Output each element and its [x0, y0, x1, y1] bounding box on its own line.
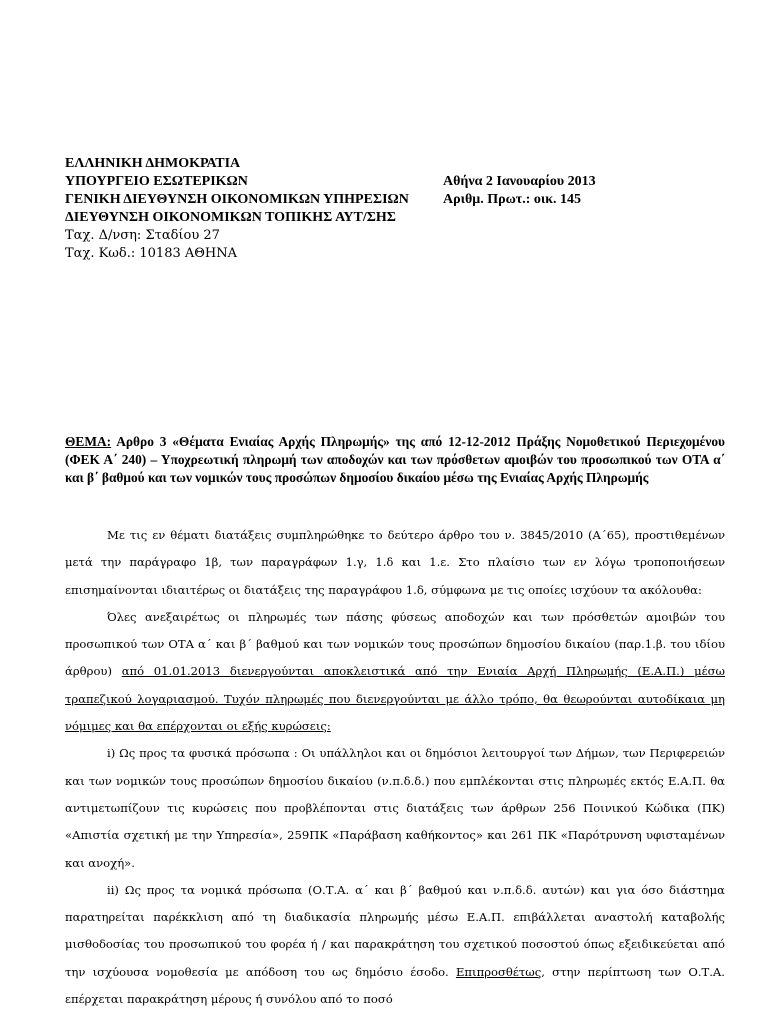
subject-text: Αρθρο 3 «Θέματα Ενιαίας Αρχής Πληρωμής» της από 12-12-2012 Πράξης Νομοθετικού Περιεχομένου (ΦΕΚ Α΄ 240) – Υποχρεωτική πληρωμή των αποδοχών και των πρόσθετων αμοιβών του προσωπικού των ΟΤΑ α΄ και β΄ βαθμού και των νομικών τους προσώπων δημοσίου δικαίου μέσω της Ενιαίας Αρχής Πληρωμής — [65, 434, 725, 485]
document-body — [65, 522, 725, 1013]
postal-address: Ταχ. Δ/νση: Σταδίου 27 — [65, 228, 220, 243]
letterhead — [65, 155, 725, 263]
postal-code: Ταχ. Κωδ.: 10183 ΑΘΗΝΑ — [65, 246, 238, 261]
paragraph-2-text: Όλες ανεξαιρέτως οι πληρωμές των πάσης φύσεως αποδοχών και των πρόσθετών αμοιβών του προσωπικού των ΟΤΑ α΄ και β΄ βαθμού και των νομικών τους προσώπων δημοσίου δικαίου (παρ.1.β. του ιδίου άρθρου) — [65, 609, 725, 679]
subject-label: ΘΕΜΑ: — [65, 434, 112, 449]
paragraph-3: i) Ως προς τα φυσικά πρόσωπα : Οι υπάλληλοι και οι δημόσιοι λειτουργοί των Δήμων, των Περιφερειών και των νομικών τους προσώπων δημοσίου δικαίου (ν.π.δ.δ.) που εμπλέκονται στις πληρωμές εκτός Ε.Α.Π. θα αντιμετωπίζουν τις κυρώσεις που προβλέπονται στις διατάξεις των άρθρων 256 Ποινικού Κώδικα (ΠΚ) «Απιστία σχετική με την Υπηρεσία», 259ΠΚ «Παράβαση καθήκοντος» και 261 ΠΚ «Παρότρυνση υφισταμένων και ανοχή». — [65, 746, 725, 870]
protocol-number: Αριθμ. Πρωτ.: οικ. 145 — [443, 192, 582, 207]
paragraph-4-text: ii) Ως προς τα νομικά πρόσωπα (Ο.Τ.Α. α΄ και β΄ βαθμού και ν.π.δ.δ. αυτών) και για όσο διάστημα παρατηρείται παρέκκλιση από τη διαδικασία πληρωμής μέσω Ε.Α.Π. επιβάλλεται αναστολή καταβολής μισθοδοσίας του προσωπικού του φορέα ή / και παρακράτηση του σχετικού ποσοστού όπως εξειδικεύεται από την ισχύουσα νομοθεσία με απόδοση του ως δημόσιο έσοδο. — [65, 882, 725, 979]
subject-block — [65, 433, 725, 487]
paragraph-2 — [65, 604, 725, 740]
paragraph-2-underlined: από 01.01.2013 διενεργούνται αποκλειστικά από την Ενιαία Αρχή Πληρωμής (Ε.Α.Π.) μέσω τραπεζικού λογαριασμού. Τυχόν πληρωμές που διενεργούνται με άλλο τρόπο, θα θεωρούνται αυτοδίκαια μη νόμιμες και θα επέρχονται οι εξής κυρώσεις: — [65, 664, 725, 734]
letterhead-republic: ΕΛΛΗΝΙΚΗ ΔΗΜΟΚΡΑΤΙΑ — [65, 156, 241, 171]
paragraph-4-tail: , στην περίπτωση των Ο.Τ.Α. επέρχεται παρακράτηση μέρους ή συνόλου από το ποσό — [65, 964, 725, 1007]
letterhead-directorate: ΔΙΕΥΘΥΝΣΗ ΟΙΚΟΝΟΜΙΚΩΝ ΤΟΠΙΚΗΣ ΑΥΤ/ΣΗΣ — [65, 210, 396, 225]
paragraph-4-underlined: Επιπροσθέτως — [455, 964, 542, 979]
paragraph-1: Με τις εν θέματι διατάξεις συμπληρώθηκε το δεύτερο άρθρο του ν. 3845/2010 (Α΄65), προστιθεμένων μετά την παράγραφο 1β, των παραγράφων 1.γ, 1.δ και 1.ε. Στο πλαίσιο των εν λόγω τροποποιήσεων επισημαίνονται ιδιαιτέρως οι διατάξεις της παραγράφου 1.δ, σύμφωνα με τις οποίες ισχύουν τα ακόλουθα: — [65, 528, 725, 597]
letterhead-general-directorate: ΓΕΝΙΚΗ ΔΙΕΥΘΥΝΣΗ ΟΙΚΟΝΟΜΙΚΩΝ ΥΠΗΡΕΣΙΩΝ — [65, 192, 409, 207]
document-date: Αθήνα 2 Ιανουαρίου 2013 — [443, 174, 596, 189]
paragraph-4 — [65, 877, 725, 1013]
letterhead-ministry: ΥΠΟΥΡΓΕΙΟ ΕΣΩΤΕΡΙΚΩΝ — [65, 174, 248, 189]
